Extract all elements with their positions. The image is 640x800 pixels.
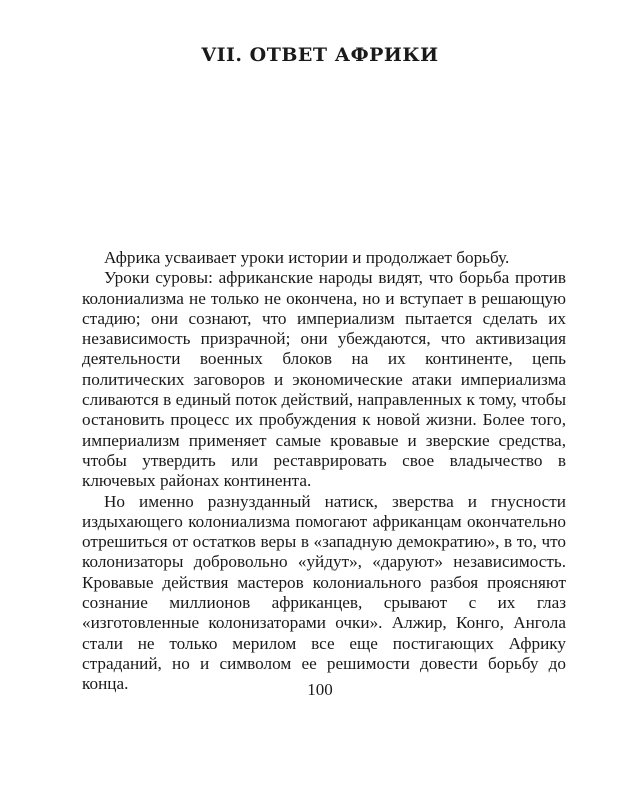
chapter-title: VII. ОТВЕТ АФРИКИ — [201, 44, 439, 66]
paragraph-1: Африка усваивает уроки истории и продолжает борьбу. — [104, 248, 510, 267]
page-number: 100 — [307, 680, 333, 699]
paragraph-2: Уроки суровы: африканские народы видят, что борьба против колониализма не только не окончена, но и вступает в решающую стадию; они сознают, что империализм пытается сделать их независимость призрачной; они убеждаются, что активизация деятельности военных блоков на их континенте, цепь политических заговоров и экономические атаки империализма сливаются в единый поток действий, направленных к тому, чтобы остановить процесс их пробуждения к новой жизни. Более того, империализм применяет самые кровавые и зверские средства, чтобы утвердить или реставрировать свое владычество в ключевых районах континента. — [82, 268, 566, 491]
paragraph-3: Но именно разнузданный натиск, зверства и гнусности издыхающего колониализма помогают африканцам окончательно отрешиться от остатков веры в «западную демократию», в то, что колонизаторы добровольно «уйдут», «даруют» независимость. Кровавые действия мастеров колониального разбоя проясняют сознание миллионов африканцев, срывают с их глаз «изготовленные колонизаторами очки». Алжир, Конго, Ангола стали не только мерилом все еще постигающих Африку страданий, но и символом ее решимости довести борьбу до конца. — [82, 491, 566, 694]
body-text — [82, 248, 566, 695]
